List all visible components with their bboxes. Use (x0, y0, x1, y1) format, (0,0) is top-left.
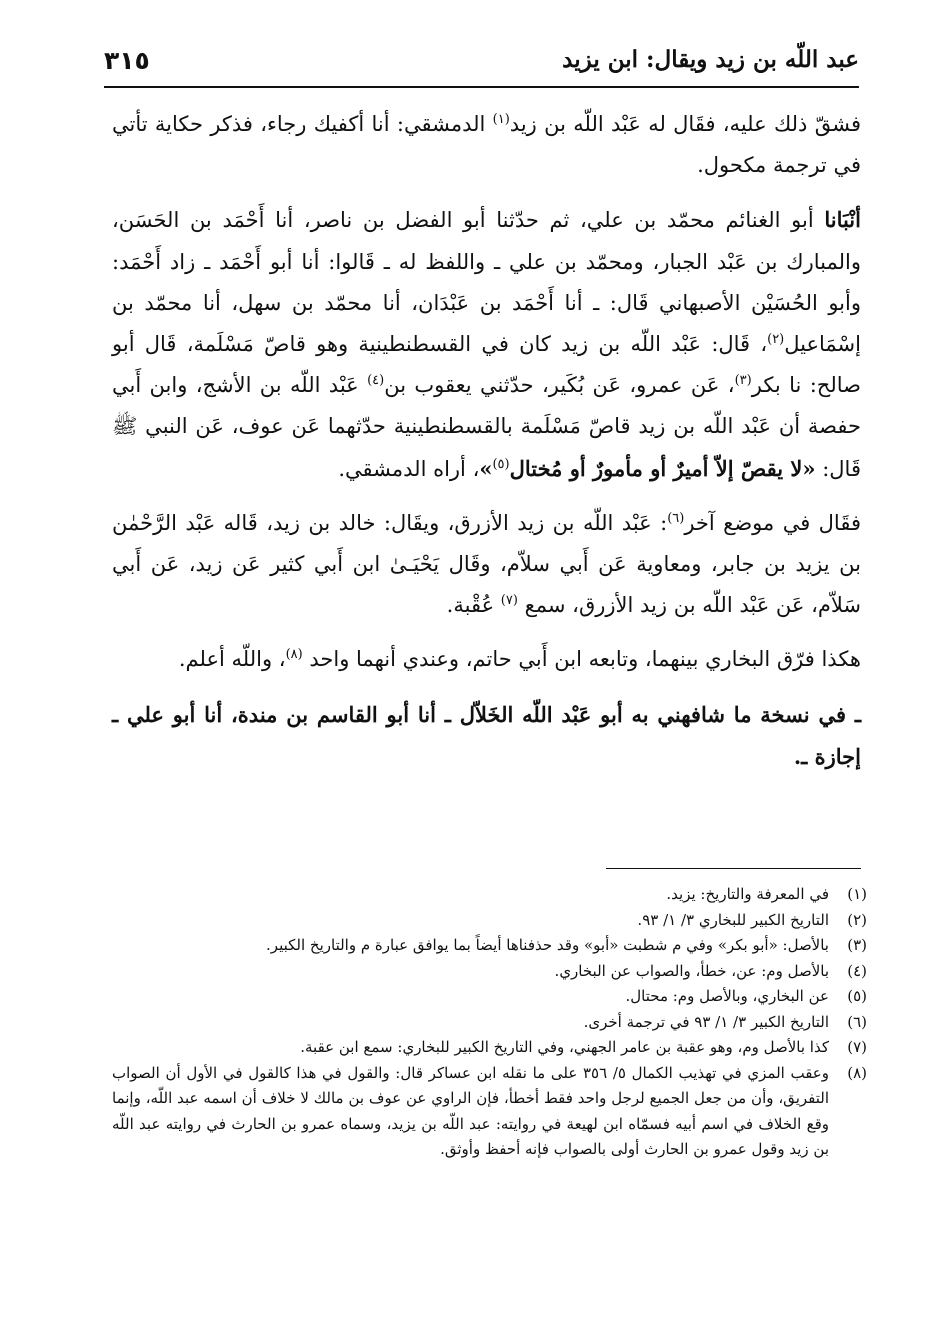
text-run: ، أراه الدمشقي. (338, 456, 480, 481)
footnote-item (112, 882, 867, 908)
page-number: ٣١٥ (104, 46, 150, 75)
hadith-quote: «لا يقصّ إلاّ أميرٌ أو مأمورٌ أو مُختال (509, 455, 816, 481)
footnote-item (112, 933, 867, 959)
main-text (112, 104, 861, 791)
footnote-number: (٢) (847, 910, 867, 929)
footnote-ref: (٢) (767, 332, 785, 348)
text-run: ـ في نسخة ما شافهني به أبو عَبْد اللّه الخَلاّل ـ أنا أبو القاسم بن مندة، أنا أبو علي ـ إجازة ـ. (112, 701, 861, 769)
footnote-number: (٧) (847, 1038, 867, 1056)
page-header (104, 40, 859, 88)
paragraph-1 (112, 104, 861, 186)
footnote-text: كذا بالأصل وم، وهو عقبة بن عامر الجهني، وفي التاريخ الكبير للبخاري: سمع ابن عقبة. (300, 1038, 829, 1056)
footnote-item (112, 1061, 867, 1163)
footnote-ref: (٤) (367, 373, 385, 389)
text-run: فشقّ ذلك عليه، فقَال له عَبْد اللّه بن زيد (509, 112, 861, 136)
footnote-ref: (٥) (492, 456, 510, 472)
footnote-number: (٦) (847, 1012, 867, 1031)
footnote-number: (٣) (847, 936, 867, 954)
footnote-ref: (١) (492, 112, 510, 127)
footnote-text: التاريخ الكبير ٣/ ١/ ٩٣ في ترجمة أخرى. (583, 1012, 829, 1031)
paragraph-3 (112, 503, 861, 627)
text-run: الدمشقي: أنا أكفيك رجاء، فذكر حكاية تأتي في ترجمة مكحول. (112, 112, 861, 178)
footnote-number: (٨) (847, 1063, 867, 1082)
text-run: ، قَال: عَبْد اللّه بن زيد كان في القسطنطينية وهو قاصّ مَسْلَمة، قَال أبو صالح: نا بكر (112, 332, 861, 398)
footnote-item (112, 959, 867, 985)
footnote-text: وعقب المزي في تهذيب الكمال ٥/ ٣٥٦ على ما نقله ابن عساكر قال: والقول في هذا كالقول في الأول أن الصواب التفريق، وأن من جعل الجميع لرجل واحد فقط أخطأ، فإن الراوي عن عوف بن مالك لا خلاف أن اسمه عبد اللّه، وإنما وقع الخلاف في اسم أبيه فسمّاه ابن لهيعة في روايته: عبد اللّه بن يزيد، وسماه عمرو بن الحارث في روايته عبد اللّه بن زيد وقول عمرو بن الحارث أولى بالصواب فإنه أحفظ وأوثق. (112, 1063, 829, 1158)
paragraph-5 (112, 694, 861, 778)
footnote-number: (٥) (847, 987, 867, 1005)
text-run: عُقْبة. (446, 593, 501, 618)
footnote-number: (٤) (847, 961, 867, 980)
footnote-number: (١) (847, 885, 867, 903)
text-run: عَبْد اللّه بن الأشج، وابن أَبي حفصة أن عَبْد اللّه بن زيد قاصّ مَسْلَمة بالقسطنطينية حدّثهما عَن عوف، عَن النبي ﷺ قَال: (112, 373, 861, 481)
text-run: ، عَن عمرو، عَن بُكَير، حدّثني يعقوب بن (384, 373, 735, 398)
footnote-ref: (٨) (285, 647, 303, 663)
footnote-ref: (٦) (667, 510, 685, 526)
footnote-text: في المعرفة والتاريخ: يزيد. (666, 885, 829, 903)
text-run: : عَبْد اللّه بن زيد الأزرق، ويقَال: خالد بن زيد، قَاله عَبْد الرَّحْمٰن بن يزيد بن جابر، ومعاوية عَن أَبي سلاّم، وقَال يَحْيَـىٰ ابن أَبي كثير عَن زيد، عَن أَبي سَلاّم، عَن عَبْد اللّه بن زيد الأزرق، سمع (112, 510, 861, 618)
hadith-quote-end: » (479, 455, 493, 481)
running-title: عبد اللّه بن زيد ويقال: ابن يزيد (562, 46, 859, 73)
footnotes (112, 882, 867, 1163)
footnote-divider (606, 868, 861, 869)
footnote-text: التاريخ الكبير للبخاري ٣/ ١/ ٩٣. (637, 910, 829, 929)
paragraph-2 (112, 199, 861, 489)
lead-word: أنْبَانا (824, 207, 861, 233)
footnote-item (112, 908, 867, 934)
paragraph-4 (112, 639, 861, 680)
text-run: أبو الغنائم محمّد بن علي، ثم حدّثنا أبو الفضل بن ناصر، أنا أَحْمَد بن الحَسَن، والمبارك بن عَبْد الجبار، ومحمّد بن علي ـ واللفظ له ـ قَالوا: أنا أبو أَحْمَد ـ زاد أَحْمَد: وأبو الحُسَيْن الأصبهاني قَال: ـ أنا أَحْمَد بن عَبْدَان، أنا محمّد بن سهل، أنا محمّد بن إسْمَاعيل (112, 208, 861, 357)
footnote-text: بالأصل: «أبو بكر» وفي م شطبت «أبو» وقد حذفناها أيضاً بما يوافق عبارة م والتاريخ الكبير. (266, 936, 829, 954)
footnote-text: بالأصل وم: عن، خطأ، والصواب عن البخاري. (554, 961, 829, 980)
footnote-item (112, 1035, 867, 1061)
text-run: هكذا فرّق البخاري بينهما، وتابعه ابن أَبي حاتم، وعندي أنهما واحد (302, 647, 861, 672)
text-run: ، واللّه أعلم. (178, 647, 286, 672)
footnote-item (112, 1010, 867, 1036)
text-run: فقَال في موضع آخر (684, 510, 861, 535)
footnote-ref: (٣) (734, 373, 752, 389)
footnote-ref: (٧) (500, 593, 518, 609)
footnote-text: عن البخاري، وبالأصل وم: محتال. (625, 987, 829, 1005)
footnote-item (112, 984, 867, 1010)
